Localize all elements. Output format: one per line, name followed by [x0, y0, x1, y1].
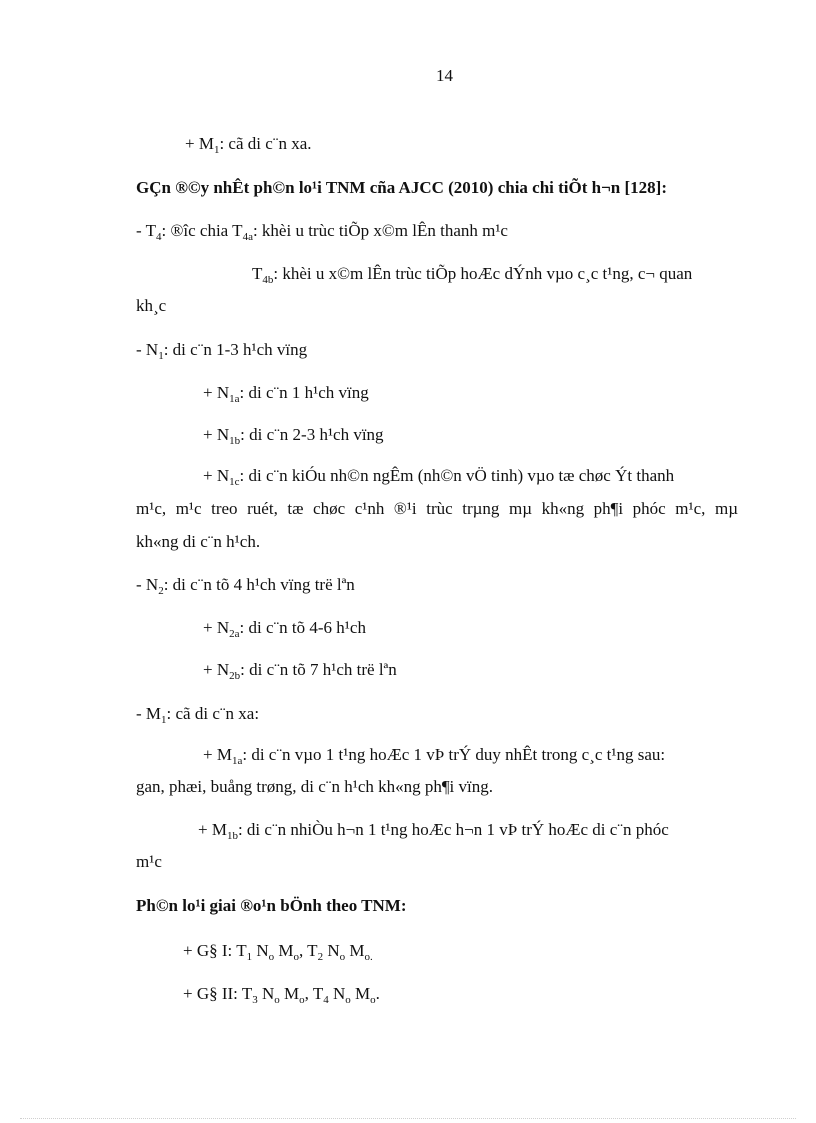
line-text: M: [350, 984, 371, 1003]
line-text: : di c¨n tõ 7 h¹ch trë lªn: [240, 660, 397, 679]
list-item: [136, 575, 355, 595]
list-item: [185, 134, 312, 154]
paragraph-line: m¹c, m¹c treo ruét, tæ chøc c¹nh ®¹i trùc trµng mµ kh«ng ph¶i phóc m¹c, mµ: [136, 499, 738, 518]
line-text: + N: [203, 618, 230, 637]
line-text: N: [328, 984, 346, 1003]
subscript: 2: [317, 951, 324, 963]
line-text: : di c¨n nhiÒu h¬n 1 t¹ng hoÆc h¬n 1 vÞ trÝ hoÆc di c¨n phóc: [237, 820, 669, 839]
line-text: + N: [203, 383, 230, 402]
line-text: N: [252, 941, 269, 960]
subscript: 4b: [262, 274, 274, 286]
subscript: o: [268, 951, 275, 963]
line-text: : di c¨n tõ 4-6 h¹ch: [239, 618, 366, 637]
subscript: 2b: [229, 670, 241, 682]
subscript: 1: [158, 350, 164, 362]
subscript: 1c: [229, 476, 240, 488]
list-item: [203, 383, 369, 403]
subscript: o: [345, 994, 351, 1006]
line-text: + M: [198, 820, 227, 839]
line-text: + G§ II: T: [183, 984, 253, 1003]
subscript: 1a: [231, 755, 243, 767]
subscript: 1: [213, 144, 220, 156]
paragraph-line: kh«ng di c¨n h¹ch.: [136, 532, 261, 551]
subscript: 1: [246, 951, 253, 963]
line-text: + N: [203, 425, 230, 444]
line-text: : khèi u x©m lÊn trùc tiÕp hoÆc dÝnh vµo c¸c t¹ng, c¬ quan: [273, 264, 693, 283]
list-item: [203, 660, 397, 680]
list-item: [136, 221, 508, 241]
subscript: o: [293, 951, 299, 963]
line-text: : di c¨n tõ 4 h¹ch vïng trë lªn: [163, 575, 355, 594]
line-text: T: [252, 264, 263, 283]
section-heading: GÇn ®©y nhÊt ph©n lo¹i TNM cña AJCC (2010) chia chi tiÕt h¬n [128]:: [136, 178, 667, 197]
page-bottom-divider: [20, 1118, 796, 1119]
subscript: 2a: [229, 628, 240, 640]
subscript: 1b: [229, 435, 241, 447]
page-number: 14: [436, 66, 453, 85]
line-text: - M: [136, 704, 162, 723]
line-text: .: [375, 984, 380, 1003]
list-item: [203, 466, 738, 486]
stage-line-1: [183, 941, 373, 961]
line-text: + N: [203, 466, 230, 485]
line-text: : cã di c¨n xa.: [219, 134, 312, 153]
list-item: [198, 820, 738, 840]
subscript: o: [370, 994, 376, 1006]
line-text: N: [323, 941, 340, 960]
line-text: - N: [136, 575, 159, 594]
subscript: 1a: [229, 393, 240, 405]
subscript: 3: [252, 994, 258, 1006]
subscript: o: [339, 951, 346, 963]
stage-line-2: [183, 984, 380, 1004]
line-text: : di c¨n 1 h¹ch vïng: [239, 383, 369, 402]
paragraph-line: m¹c: [136, 852, 162, 871]
list-item: [136, 340, 307, 360]
list-item: [203, 618, 366, 638]
line-text: M: [279, 984, 300, 1003]
line-text: : di c¨n 2-3 h¹ch vïng: [240, 425, 384, 444]
line-text: : di c¨n 1-3 h¹ch vïng: [163, 340, 308, 359]
line-text: : khèi u trùc tiÕp x©m lÊn thanh m¹c: [252, 221, 508, 240]
subscript: o.: [364, 951, 373, 963]
list-item: kh¸c: [136, 296, 167, 315]
line-text: + G§ I: T: [183, 941, 247, 960]
subscript: 1b: [226, 830, 238, 842]
section-heading: Ph©n lo¹i giai ®o¹n bÖnh theo TNM:: [136, 896, 407, 915]
line-text: + N: [203, 660, 230, 679]
list-item: [203, 745, 738, 765]
line-text: + M: [203, 745, 232, 764]
line-text: , T: [298, 941, 318, 960]
paragraph-line: gan, phæi, buång trøng, di c¨n h¹ch kh«ng ph¶i vïng.: [136, 777, 494, 796]
list-item: [252, 264, 692, 284]
subscript: 4: [156, 231, 162, 243]
line-text: - T: [136, 221, 156, 240]
line-text: N: [257, 984, 275, 1003]
list-item: [136, 704, 259, 724]
line-text: : ®îc chia T: [161, 221, 243, 240]
line-text: : cã di c¨n xa:: [166, 704, 260, 723]
subscript: 2: [158, 585, 164, 597]
line-text: : di c¨n vµo 1 t¹ng hoÆc 1 vÞ trÝ duy nhÊt trong c¸c t¹ng sau:: [242, 745, 666, 764]
subscript: o: [299, 994, 305, 1006]
line-text: - N: [136, 340, 159, 359]
line-text: : di c¨n kiÓu nh©n ngÊm (nh©n vÖ tinh) vµo tæ chøc Ýt thanh: [239, 466, 675, 485]
line-text: M: [345, 941, 365, 960]
line-text: M: [274, 941, 294, 960]
subscript: 4a: [242, 231, 253, 243]
line-text: , T: [304, 984, 324, 1003]
subscript: 1: [161, 714, 167, 726]
line-text: + M: [185, 134, 214, 153]
subscript: 4: [323, 994, 329, 1006]
list-item: [203, 425, 384, 445]
subscript: o: [274, 994, 280, 1006]
